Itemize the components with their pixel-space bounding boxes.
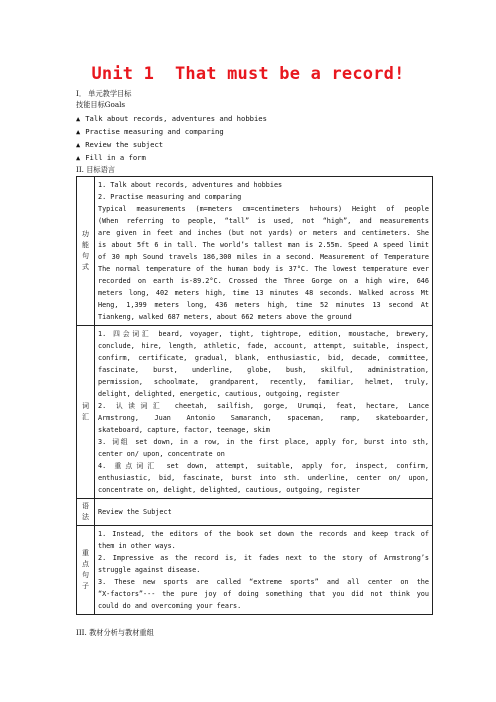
label-char: 功 [82, 230, 89, 238]
cell-line: delight, delighted, energetic, cautious, outgoing, register [98, 390, 340, 398]
label-char: 能 [82, 241, 89, 249]
grammar-row [77, 499, 433, 526]
cell-line: fascinate, burst, underline, globe, bush, skilful, administration, [98, 366, 429, 374]
cell-line: Tiankeng, walked 687 meters, about 662 meters above the ground [98, 313, 352, 321]
cell-line: (When referring to people, “tall” is used, not “high”, and measurements [98, 217, 429, 225]
goal-item [76, 114, 267, 124]
cell-line: them in other ways. [98, 542, 176, 550]
cell-line: concentrate on, delight, delighted, cautious, outgoing, register [98, 486, 360, 494]
label-char: 句 [82, 252, 89, 260]
label-char: 汇 [82, 413, 89, 421]
cell-line: of 30 mph Sound travels 186,300 miles in a second. Measurement of Temperature [98, 253, 429, 261]
cell-line: enthusiastic, bid, fascinate, burst into sth. underline, center on/ upon, [98, 474, 429, 482]
target-language-table [76, 176, 433, 615]
cell-line: Typical measurements (m=meters cm=centimeters h=hours) Height of people [98, 205, 429, 213]
cell-line: 2. Practise measuring and comparing [98, 193, 242, 201]
functions-row [77, 177, 433, 326]
goal-item [76, 140, 163, 150]
cell-line: confirm, certificate, gradual, blank, enthusiastic, bid, decade, committee, [98, 354, 429, 362]
vocabulary-row [77, 326, 433, 499]
section-3-heading: III. 教材分析与教材重组 [76, 628, 154, 637]
label-char: 点 [82, 560, 89, 568]
vocabulary-label [77, 326, 95, 499]
cell-line: 4. 重点词汇 set down, attempt, suitable, apply for, inspect, confirm, [98, 462, 429, 470]
goal-text: Fill in a form [85, 153, 146, 162]
label-char: 式 [82, 263, 89, 271]
cell-line: 2. Impressive as the record is, it fades next to the story of Armstrong’s [98, 554, 429, 562]
cell-line: 1. Talk about records, adventures and hobbies [98, 181, 283, 189]
cell-line: recorded on earth is-89.2°C. Crossed the Three Gorge on a high wire, 646 [98, 277, 429, 285]
goal-text: Talk about records, adventures and hobbies [85, 114, 267, 123]
cell-line: 3. These new sports are called “extreme sports” and all center on the [98, 578, 429, 586]
cell-line: 1. Instead, the editors of the book set down the records and keep track of [98, 530, 429, 538]
goal-text: Review the subject [85, 140, 164, 149]
cell-line: Armstrong, Juan Antonio Samaranch, spaceman, ramp, skateboarder, [98, 414, 429, 422]
goal-item [76, 153, 146, 163]
goal-text: Practise measuring and comparing [85, 127, 224, 136]
cell-line: struggle against disease. [98, 566, 201, 574]
label-char: 词 [82, 402, 89, 410]
cell-line: is about 5ft 6 in tall. The world’s tallest man is 2.55m. Speed A speed limit [98, 241, 429, 249]
vocabulary-content [95, 326, 433, 499]
grammar-content: Review the Subject [95, 499, 433, 526]
page-title: Unit 1 That must be a record! [91, 64, 405, 84]
cell-line: meters long, 402 meters high, time 13 minutes 48 seconds. Walked across Mt [98, 289, 429, 297]
key-sentences-content [95, 526, 433, 615]
cell-line: are given in feet and inches (but not yards) or meters and centimeters. She [98, 229, 429, 237]
cell-line: 2. 认读词汇 cheetah, sailfish, gorge, Urumqi, feat, hectare, Lance [98, 402, 429, 410]
key-sentences-row [77, 526, 433, 615]
cell-line: 1. 四会词汇 beard, voyager, tight, tightrope, edition, moustache, brewery, [98, 330, 429, 338]
functions-label [77, 177, 95, 326]
cell-line: conclude, hire, length, athletic, fade, account, attempt, suitable, inspect, [98, 342, 429, 350]
label-char: 重 [82, 549, 89, 557]
label-char: 子 [82, 582, 89, 590]
skills-goals-label: 技能目标Goals [76, 100, 126, 109]
key-sentences-label [77, 526, 95, 615]
cell-line: The normal temperature of the human body is 37°C. The lowest temperature ever [98, 265, 429, 273]
label-char: 句 [82, 571, 89, 579]
cell-line: permission, schoolmate, grandparent, recently, familiar, helmet, truly, [98, 378, 429, 386]
section-2-heading: II. 目标语言 [76, 165, 115, 174]
cell-line: center on/ upon, concentrate on [98, 450, 225, 458]
cell-line: skateboard, capture, factor, teenage, skim [98, 426, 270, 434]
cell-line: Heng, 1,399 meters long, 436 meters high, time 52 minutes 13 second At [98, 301, 429, 309]
cell-line: “X-factors”--- the pure joy of doing something that you did not think you [98, 590, 429, 598]
cell-line: could do and overcoming your fears. [98, 602, 242, 610]
goal-item [76, 127, 224, 137]
section-1-heading: I． 单元教学目标 [76, 89, 132, 98]
cell-line: 3. 词组 set down, in a row, in the first place, apply for, burst into sth, [98, 438, 429, 446]
functions-content [95, 177, 433, 326]
grammar-label: 语法 [77, 499, 95, 526]
